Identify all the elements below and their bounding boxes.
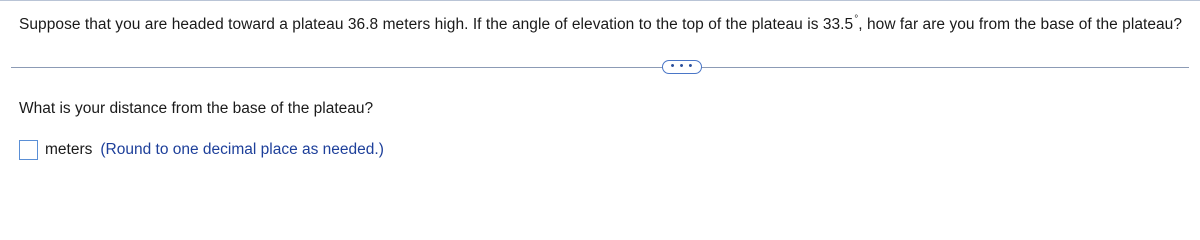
answer-input[interactable] <box>19 140 38 160</box>
expand-more-button[interactable]: • • • <box>662 60 702 74</box>
rounding-hint: (Round to one decimal place as needed.) <box>100 141 384 158</box>
question-text-main: Suppose that you are headed toward a plateau 36.8 meters high. If the angle of elevation to the top of the plateau is 33.5 <box>19 16 854 33</box>
question-text-end: , how far are you from the base of the plateau? <box>858 16 1183 33</box>
subquestion-text: What is your distance from the base of the plateau? <box>19 100 374 117</box>
answer-unit: meters <box>45 141 93 158</box>
top-border <box>0 0 1200 1</box>
degree-symbol: ° <box>854 14 859 25</box>
answer-row <box>19 138 384 162</box>
question-text <box>19 14 1182 38</box>
section-divider <box>11 67 1189 68</box>
